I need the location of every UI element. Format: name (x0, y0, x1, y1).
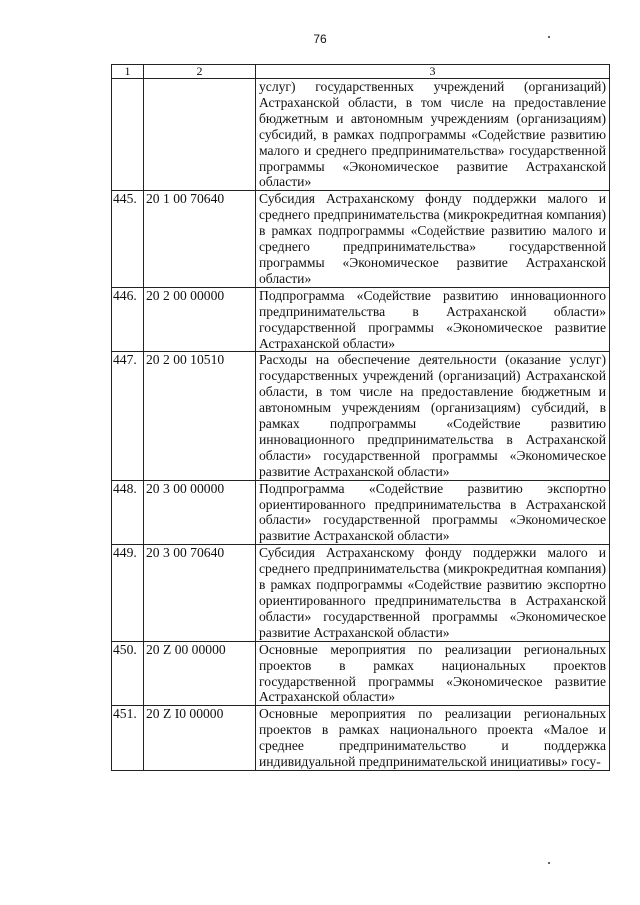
table-row (112, 641, 610, 706)
expense-description: Субсидия Астраханскому фонду поддержки малого и среднего предпринимательства (микрокредитная компания) в рамках подпрограммы «Содействие развитию экспортно ориентированного предпринимательства в Астраханской области» государственной программы «Экономическое развитие Астраханской области» (256, 545, 610, 641)
row-number: 447. (112, 352, 144, 480)
column-header: 3 (256, 65, 610, 79)
table-row (112, 287, 610, 352)
expense-description: услуг) государственных учреждений (организаций) Астраханской области, в том числе на предоставление бюджетным и автономным учреждениям (организациям) субсидий, в рамках подпрограммы «Содействие развитию малого и среднего предпринимательства» государственной программы «Экономическое развитие Астраханской области» (256, 79, 610, 191)
table-header-row (112, 65, 610, 79)
table-row (112, 79, 610, 191)
row-number: 449. (112, 545, 144, 641)
classification-code: 20 3 00 70640 (144, 545, 256, 641)
table-body (112, 79, 610, 771)
scan-speck (548, 862, 550, 864)
classification-code: 20 2 00 10510 (144, 352, 256, 480)
classification-code: 20 3 00 00000 (144, 480, 256, 545)
table-row (112, 352, 610, 480)
expense-description: Расходы на обеспечение деятельности (оказание услуг) государственных учреждений (организаций) Астраханской области, в том числе на предоставление бюджетным и автономным учреждениям (организациям) субсидий, в рамках подпрограммы «Содействие развитию инновационного предпринимательства в Астраханской области» государственной программы «Экономическое развитие Астраханской области» (256, 352, 610, 480)
classification-code (144, 79, 256, 191)
row-number: 446. (112, 287, 144, 352)
scan-speck (548, 36, 550, 38)
table-row (112, 191, 610, 287)
row-number: 445. (112, 191, 144, 287)
expense-description: Основные мероприятия по реализации региональных проектов в рамках национального проекта «Малое и среднее предпринимательство и поддержка индивидуальной предпринимательской инициативы» госу- (256, 706, 610, 771)
row-number: 450. (112, 641, 144, 706)
expense-description: Основные мероприятия по реализации региональных проектов в рамках национальных проектов государственной программы «Экономическое развитие Астраханской области» (256, 641, 610, 706)
classification-code: 20 Z I0 00000 (144, 706, 256, 771)
budget-classification-table (111, 64, 610, 771)
row-number: 451. (112, 706, 144, 771)
table-row (112, 545, 610, 641)
column-header: 2 (144, 65, 256, 79)
table-row (112, 480, 610, 545)
expense-description: Подпрограмма «Содействие развитию инновационного предпринимательства в Астраханской области» государственной программы «Экономическое развитие Астраханской области» (256, 287, 610, 352)
classification-code: 20 2 00 00000 (144, 287, 256, 352)
expense-description: Подпрограмма «Содействие развитию экспортно ориентированного предпринимательства в Астраханской области» государственной программы «Экономическое развитие Астраханской области» (256, 480, 610, 545)
page-number: 76 (313, 32, 327, 46)
classification-code: 20 Z 00 00000 (144, 641, 256, 706)
table-row (112, 706, 610, 771)
row-number (112, 79, 144, 191)
row-number: 448. (112, 480, 144, 545)
expense-description: Субсидия Астраханскому фонду поддержки малого и среднего предпринимательства (микрокредитная компания) в рамках подпрограммы «Содействие развитию малого и среднего предпринимательства» государственной программы «Экономическое развитие Астраханской области» (256, 191, 610, 287)
column-header: 1 (112, 65, 144, 79)
classification-code: 20 1 00 70640 (144, 191, 256, 287)
